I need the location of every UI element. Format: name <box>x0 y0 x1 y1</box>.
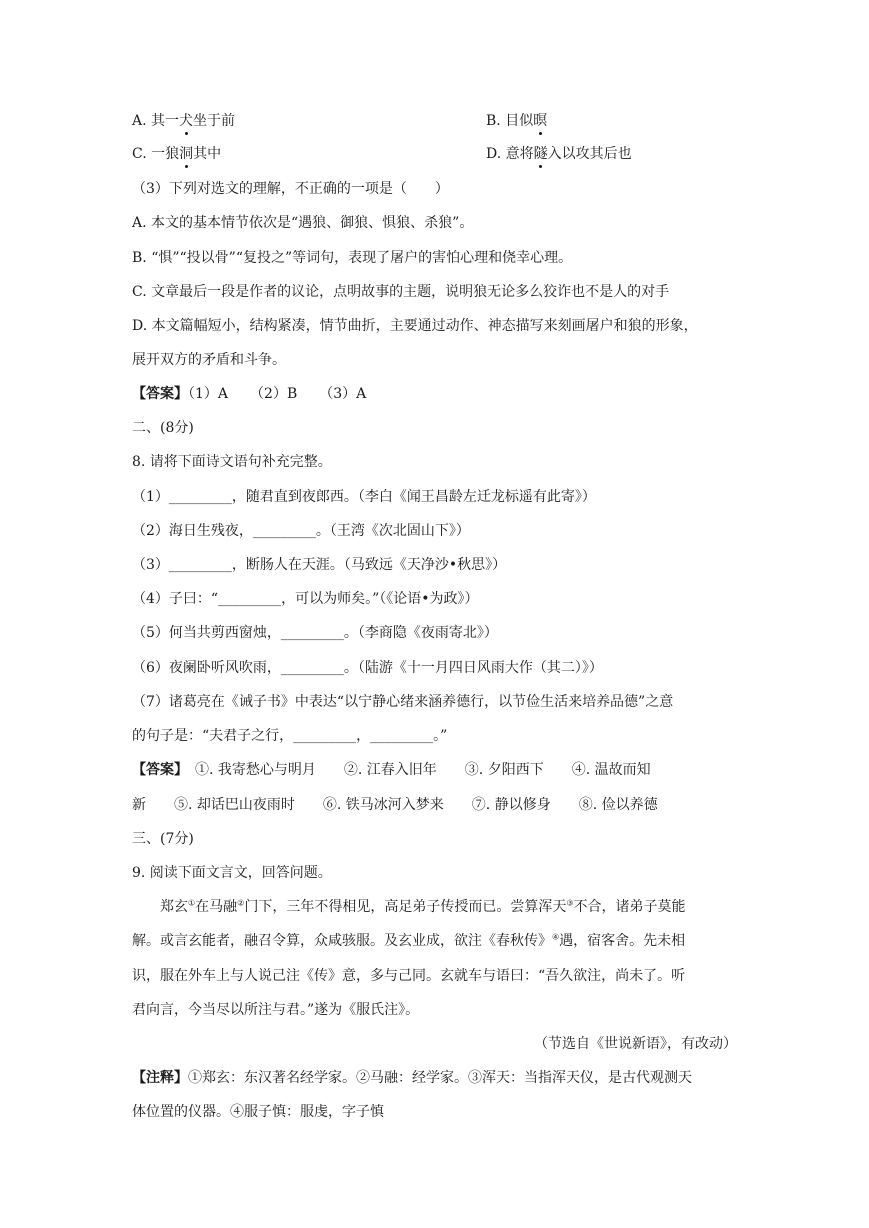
q8-answer-line1: 【答案】 ①. 我寄愁心与明月 ②. 江春入旧年 ③. 夕阳西下 ④. 温故而知 <box>132 762 651 778</box>
q7-answer: 【答案】（1）A （2）B （3）A <box>132 386 367 402</box>
q8-line-7: （7）诸葛亮在《诫子书》中表达“以宁静心绪来涵养德行，以节俭生活来培养品德”之意 <box>132 694 674 710</box>
answer-label: 【答案】 <box>132 762 181 778</box>
emphasis-dot-char: 洞 <box>179 146 194 162</box>
answer-label: 【答案】 <box>132 386 188 402</box>
q8-answer-line2: 新 ⑤. 却话巴山夜雨时 ⑥. 铁马冰河入梦来 ⑦. 静以修身 ⑧. 俭以养德 <box>132 797 658 813</box>
q8-stem: 8. 请将下面诗文语句补充完整。 <box>132 454 332 470</box>
q8-line-3: （3）_________，断肠人在天涯。（马致远《天净沙•秋思》） <box>132 557 507 573</box>
section3-heading: 三、(7分) <box>132 831 194 847</box>
emphasis-dot-char: 暝 <box>533 113 548 129</box>
q7-sub3-option-d-line1: D. 本文篇幅短小，结构紧凑，情节曲折，主要通过动作、神态描写来刻画屠户和狼的形象， <box>132 318 698 334</box>
q8-line-1: （1）_________，随君直到夜郎西。（李白《闻王昌龄左迁龙标遥有此寄》） <box>132 489 596 505</box>
q7-sub3-option-c: C. 文章最后一段是作者的议论，点明故事的主题，说明狼无论多么狡诈也不是人的对手 <box>132 284 670 300</box>
emphasis-dot-char: 隧 <box>533 146 548 162</box>
passage-line-1: 郑玄①在马融②门下，三年不得相见，高足弟子传授而已。尝算浑天③不合，诸弟子莫能 <box>160 898 686 915</box>
notes-line1: 【注释】①郑玄：东汉著名经学家。②马融：经学家。③浑天：当指浑天仪，是古代观测天 <box>132 1070 692 1086</box>
q7-option-a: A. 其一犬坐于前 <box>132 113 236 129</box>
notes-line2: 体位置的仪器。④服子慎：服虔，字子慎 <box>132 1104 384 1120</box>
passage-source: （节选自《世说新语》，有改动） <box>534 1036 737 1052</box>
q9-stem: 9. 阅读下面文言文，回答问题。 <box>132 865 332 881</box>
q8-line-6: （6）夜阑卧听风吹雨，_________。（陆游《十一月四日风雨大作（其二）》） <box>132 660 603 676</box>
q7-sub3-option-d-line2: 展开双方的矛盾和斗争。 <box>132 352 286 368</box>
q8-line-5: （5）何当共剪西窗烛，_________。（李商隐《夜雨寄北》） <box>132 625 498 641</box>
emphasis-dot-char: 犬 <box>179 113 194 129</box>
q7-sub3-option-a: A. 本文的基本情节依次是“遇狼、御狼、惧狼、杀狼”。 <box>132 215 474 231</box>
section2-heading: 二、(8分) <box>132 420 194 436</box>
q7-option-b: B. 目似暝 <box>486 113 548 129</box>
q8-line-8: 的句子是：“夫君子之行，_________，_________。” <box>132 728 448 744</box>
q7-option-c: C. 一狼洞其中 <box>132 146 222 162</box>
passage-line-2: 解。或言玄能者，融召令算，众咸骇服。及玄业成，欲注《春秋传》④遇，宿客舍。先未相 <box>132 932 686 949</box>
passage-line-3: 识，服在外车上与人说己注《传》意，多与己同。玄就车与语曰：“吾久欲注，尚未了。听 <box>132 968 686 984</box>
q8-line-2: （2）海日生残夜，_________。（王湾《次北固山下》） <box>132 523 470 539</box>
q7-sub3-option-b: B. “惧”“投以骨”“复投之”等词句，表现了屠户的害怕心理和侥幸心理。 <box>132 250 573 266</box>
passage-line-4: 君向言，今当尽以所注与君。”遂为《服氏注》。 <box>132 1002 420 1018</box>
q7-sub3-stem: （3）下列对选文的理解，不正确的一项是（ ） <box>132 181 449 197</box>
q7-option-d: D. 意将隧入以攻其后也 <box>486 146 632 162</box>
q8-line-4: （4）子曰：“_________，可以为师矣。”（《论语•为政》） <box>132 591 479 607</box>
notes-label: 【注释】 <box>132 1070 188 1086</box>
